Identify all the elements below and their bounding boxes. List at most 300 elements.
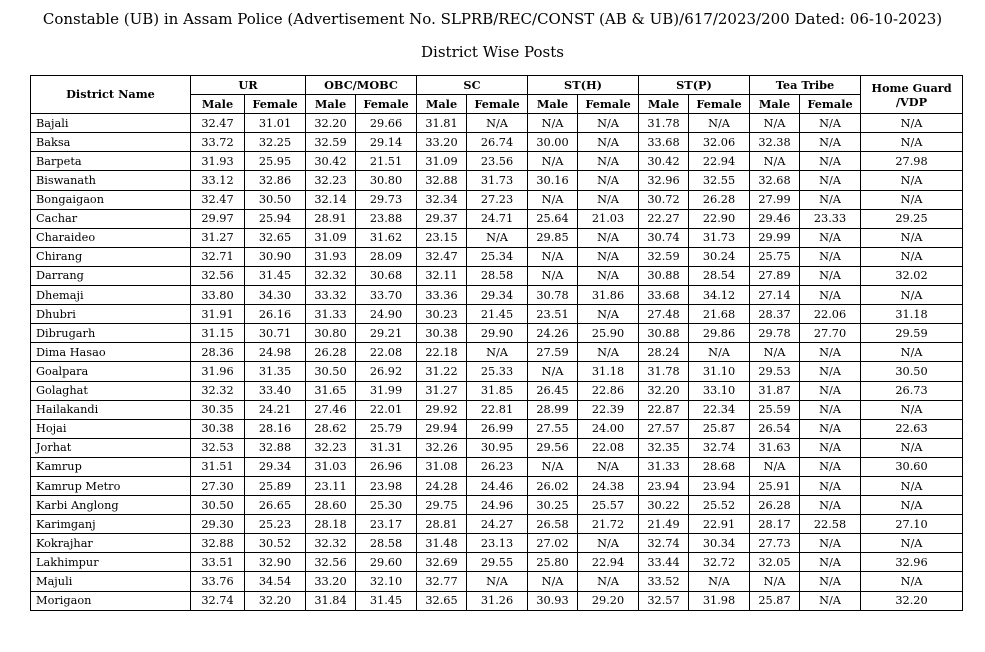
cutoff-cell: 27.14 bbox=[750, 286, 800, 305]
cutoff-cell: 27.73 bbox=[750, 534, 800, 553]
district-name-cell: Hailakandi bbox=[31, 400, 191, 419]
cutoff-cell: 33.72 bbox=[191, 133, 245, 152]
cutoff-cell: N/A bbox=[578, 190, 639, 209]
cutoff-cell: 31.09 bbox=[417, 152, 467, 171]
cutoff-cell: N/A bbox=[528, 152, 578, 171]
cutoff-cell: 28.18 bbox=[306, 515, 356, 534]
cutoff-cell: N/A bbox=[800, 381, 861, 400]
cutoff-cell: 31.33 bbox=[639, 457, 689, 476]
male-header: Male bbox=[639, 95, 689, 114]
table-row bbox=[31, 343, 963, 362]
cutoff-cell: 25.75 bbox=[750, 247, 800, 266]
cutoff-cell: 32.25 bbox=[245, 133, 306, 152]
cutoff-cell: 31.45 bbox=[356, 591, 417, 610]
district-name-cell: Cachar bbox=[31, 209, 191, 228]
cutoff-cell: N/A bbox=[800, 553, 861, 572]
district-name-cell: Jorhat bbox=[31, 438, 191, 457]
cutoff-cell: 33.12 bbox=[191, 171, 245, 190]
cutoff-cell: 28.91 bbox=[306, 209, 356, 228]
cutoff-cell: 22.39 bbox=[578, 400, 639, 419]
table-row bbox=[31, 305, 963, 324]
cutoff-cell: 31.51 bbox=[191, 457, 245, 476]
cutoff-cell: 24.90 bbox=[356, 305, 417, 324]
cutoff-cell: 26.99 bbox=[467, 419, 528, 438]
table-row bbox=[31, 286, 963, 305]
group-header-st-p: ST(P) bbox=[639, 76, 750, 95]
cutoff-cell: 30.22 bbox=[639, 496, 689, 515]
cutoff-cell: N/A bbox=[800, 400, 861, 419]
cutoff-cell: 34.54 bbox=[245, 572, 306, 591]
cutoff-cell: 31.96 bbox=[191, 362, 245, 381]
district-name-cell: Barpeta bbox=[31, 152, 191, 171]
cutoff-cell: 32.32 bbox=[306, 266, 356, 285]
cutoff-cell: N/A bbox=[800, 457, 861, 476]
female-header: Female bbox=[356, 95, 417, 114]
cutoff-cell: 32.90 bbox=[245, 553, 306, 572]
cutoff-cell: 27.23 bbox=[467, 190, 528, 209]
cutoff-cell: N/A bbox=[578, 152, 639, 171]
cutoff-cell: 21.68 bbox=[689, 305, 750, 324]
cutoff-cell: 25.30 bbox=[356, 496, 417, 515]
home-guard-cell: N/A bbox=[861, 171, 963, 190]
cutoff-cell: N/A bbox=[578, 114, 639, 133]
cutoff-cell: 28.37 bbox=[750, 305, 800, 324]
district-name-cell: Dhubri bbox=[31, 305, 191, 324]
cutoff-cell: 23.11 bbox=[306, 476, 356, 495]
district-name-cell: Charaideo bbox=[31, 228, 191, 247]
group-header-st-h: ST(H) bbox=[528, 76, 639, 95]
cutoff-cell: 23.88 bbox=[356, 209, 417, 228]
cutoff-cell: 33.68 bbox=[639, 286, 689, 305]
district-name-cell: Bajali bbox=[31, 114, 191, 133]
cutoff-cell: 24.71 bbox=[467, 209, 528, 228]
cutoff-cell: 30.88 bbox=[639, 324, 689, 343]
cutoff-cell: 32.38 bbox=[750, 133, 800, 152]
cutoff-cell: 25.23 bbox=[245, 515, 306, 534]
cutoff-cell: N/A bbox=[689, 572, 750, 591]
group-header-sc: SC bbox=[417, 76, 528, 95]
cutoff-cell: 32.53 bbox=[191, 438, 245, 457]
district-name-cell: Dibrugarh bbox=[31, 324, 191, 343]
cutoff-cell: 32.88 bbox=[417, 171, 467, 190]
cutoff-cell: 29.37 bbox=[417, 209, 467, 228]
cutoff-cell: 27.89 bbox=[750, 266, 800, 285]
home-guard-cell: 26.73 bbox=[861, 381, 963, 400]
home-guard-cell: 32.96 bbox=[861, 553, 963, 572]
home-guard-cell: N/A bbox=[861, 343, 963, 362]
cutoff-cell: 30.38 bbox=[417, 324, 467, 343]
cutoff-cell: N/A bbox=[467, 343, 528, 362]
cutoff-cell: N/A bbox=[800, 152, 861, 171]
cutoff-cell: 32.34 bbox=[417, 190, 467, 209]
cutoff-cell: 26.28 bbox=[306, 343, 356, 362]
cutoff-cell: 29.94 bbox=[417, 419, 467, 438]
cutoff-cell: 25.79 bbox=[356, 419, 417, 438]
cutoff-cell: 30.35 bbox=[191, 400, 245, 419]
cutoff-cell: 32.14 bbox=[306, 190, 356, 209]
cutoff-cell: 27.48 bbox=[639, 305, 689, 324]
cutoff-cell: 31.65 bbox=[306, 381, 356, 400]
cutoff-cell: 30.24 bbox=[689, 247, 750, 266]
cutoff-cell: N/A bbox=[528, 362, 578, 381]
cutoff-cell: 32.23 bbox=[306, 171, 356, 190]
cutoff-cell: 30.90 bbox=[245, 247, 306, 266]
cutoff-cell: 28.36 bbox=[191, 343, 245, 362]
cutoff-cell: 24.00 bbox=[578, 419, 639, 438]
cutoff-cell: 33.68 bbox=[639, 133, 689, 152]
cutoff-cell: 30.78 bbox=[528, 286, 578, 305]
home-guard-cell: N/A bbox=[861, 476, 963, 495]
cutoff-cell: 31.31 bbox=[356, 438, 417, 457]
male-header: Male bbox=[306, 95, 356, 114]
cutoff-cell: N/A bbox=[528, 247, 578, 266]
table-row bbox=[31, 515, 963, 534]
home-guard-cell: N/A bbox=[861, 228, 963, 247]
cutoff-cell: N/A bbox=[578, 572, 639, 591]
cutoff-cell: 29.66 bbox=[356, 114, 417, 133]
cutoff-cell: 23.17 bbox=[356, 515, 417, 534]
cutoff-cell: 22.90 bbox=[689, 209, 750, 228]
cutoff-cell: 32.47 bbox=[191, 114, 245, 133]
cutoff-cell: 33.44 bbox=[639, 553, 689, 572]
cutoff-cell: N/A bbox=[689, 114, 750, 133]
cutoff-cell: 29.46 bbox=[750, 209, 800, 228]
table-row bbox=[31, 400, 963, 419]
cutoff-cell: 31.09 bbox=[306, 228, 356, 247]
cutoff-cell: 31.27 bbox=[417, 381, 467, 400]
cutoff-cell: 23.51 bbox=[528, 305, 578, 324]
table-row bbox=[31, 266, 963, 285]
cutoff-cell: N/A bbox=[800, 343, 861, 362]
cutoff-cell: 22.86 bbox=[578, 381, 639, 400]
cutoff-cell: N/A bbox=[800, 362, 861, 381]
cutoff-cell: 26.96 bbox=[356, 457, 417, 476]
district-name-cell: Dhemaji bbox=[31, 286, 191, 305]
group-header-ur: UR bbox=[191, 76, 306, 95]
cutoff-cell: 22.27 bbox=[639, 209, 689, 228]
cutoff-cell: 24.38 bbox=[578, 476, 639, 495]
cutoff-cell: N/A bbox=[750, 572, 800, 591]
cutoff-cell: 21.72 bbox=[578, 515, 639, 534]
cutoff-cell: N/A bbox=[578, 171, 639, 190]
cutoff-cell: 33.32 bbox=[306, 286, 356, 305]
table-row bbox=[31, 190, 963, 209]
cutoff-cell: 29.21 bbox=[356, 324, 417, 343]
male-header: Male bbox=[417, 95, 467, 114]
cutoff-cell: 29.73 bbox=[356, 190, 417, 209]
cutoff-cell: 28.58 bbox=[467, 266, 528, 285]
cutoff-cell: 28.68 bbox=[689, 457, 750, 476]
cutoff-cell: 25.94 bbox=[245, 209, 306, 228]
home-guard-header-line1: Home Guard bbox=[871, 80, 952, 95]
cutoff-cell: 24.28 bbox=[417, 476, 467, 495]
cutoff-cell: 22.87 bbox=[639, 400, 689, 419]
cutoff-cell: 22.91 bbox=[689, 515, 750, 534]
cutoff-cell: 25.52 bbox=[689, 496, 750, 515]
cutoff-cell: 22.58 bbox=[800, 515, 861, 534]
cutoff-cell: 31.78 bbox=[639, 362, 689, 381]
cutoff-cell: 31.85 bbox=[467, 381, 528, 400]
district-name-cell: Karbi Anglong bbox=[31, 496, 191, 515]
cutoff-cell: 32.71 bbox=[191, 247, 245, 266]
table-row bbox=[31, 457, 963, 476]
female-header: Female bbox=[689, 95, 750, 114]
cutoff-cell: 21.03 bbox=[578, 209, 639, 228]
cutoff-cell: 21.51 bbox=[356, 152, 417, 171]
cutoff-cell: 31.98 bbox=[689, 591, 750, 610]
cutoff-cell: 30.25 bbox=[528, 496, 578, 515]
cutoff-cell: 32.06 bbox=[689, 133, 750, 152]
cutoff-cell: 32.32 bbox=[306, 534, 356, 553]
cutoff-cell: 31.93 bbox=[306, 247, 356, 266]
district-name-cell: Kokrajhar bbox=[31, 534, 191, 553]
cutoff-cell: 32.74 bbox=[689, 438, 750, 457]
cutoff-cell: 33.76 bbox=[191, 572, 245, 591]
cutoff-cell: 26.54 bbox=[750, 419, 800, 438]
table-header bbox=[31, 76, 963, 114]
cutoff-cell: 33.36 bbox=[417, 286, 467, 305]
cutoff-cell: N/A bbox=[800, 266, 861, 285]
cutoff-cell: 33.20 bbox=[417, 133, 467, 152]
home-guard-cell: N/A bbox=[861, 400, 963, 419]
cutoff-cell: 30.00 bbox=[528, 133, 578, 152]
district-name-cell: Hojai bbox=[31, 419, 191, 438]
cutoff-cell: 33.51 bbox=[191, 553, 245, 572]
cutoff-cell: 24.96 bbox=[467, 496, 528, 515]
cutoff-cell: N/A bbox=[467, 572, 528, 591]
table-row bbox=[31, 209, 963, 228]
cutoff-cell: N/A bbox=[800, 133, 861, 152]
cutoff-cell: 29.85 bbox=[528, 228, 578, 247]
cutoff-cell: 28.62 bbox=[306, 419, 356, 438]
table-row bbox=[31, 476, 963, 495]
cutoff-cell: 31.18 bbox=[578, 362, 639, 381]
home-guard-cell: 27.98 bbox=[861, 152, 963, 171]
cutoff-cell: 27.59 bbox=[528, 343, 578, 362]
cutoff-cell: 22.94 bbox=[689, 152, 750, 171]
cutoff-cell: 24.21 bbox=[245, 400, 306, 419]
document-title: Constable (UB) in Assam Police (Advertisement No. SLPRB/REC/CONST (AB & UB)/617/2023/200 Dated: 06-10-2023) bbox=[42, 10, 943, 28]
cutoff-cell: 33.20 bbox=[306, 572, 356, 591]
district-name-cell: Goalpara bbox=[31, 362, 191, 381]
cutoff-cell: 32.74 bbox=[639, 534, 689, 553]
cutoff-cell: 26.58 bbox=[528, 515, 578, 534]
cutoff-cell: 30.80 bbox=[306, 324, 356, 343]
home-guard-cell: 22.63 bbox=[861, 419, 963, 438]
cutoff-cell: 30.80 bbox=[356, 171, 417, 190]
cutoff-cell: 31.15 bbox=[191, 324, 245, 343]
cutoff-cell: N/A bbox=[528, 190, 578, 209]
cutoff-cell: 27.70 bbox=[800, 324, 861, 343]
cutoff-cell: 32.26 bbox=[417, 438, 467, 457]
cutoff-cell: 26.28 bbox=[689, 190, 750, 209]
home-guard-cell: 30.50 bbox=[861, 362, 963, 381]
table-row bbox=[31, 591, 963, 610]
district-name-cell: Biswanath bbox=[31, 171, 191, 190]
table-row bbox=[31, 228, 963, 247]
cutoff-cell: 31.84 bbox=[306, 591, 356, 610]
female-header: Female bbox=[578, 95, 639, 114]
cutoff-cell: 30.74 bbox=[639, 228, 689, 247]
cutoff-cell: 23.15 bbox=[417, 228, 467, 247]
cutoff-cell: 28.09 bbox=[356, 247, 417, 266]
cutoff-cell: 32.20 bbox=[306, 114, 356, 133]
cutoff-cell: 32.65 bbox=[417, 591, 467, 610]
cutoff-cell: 21.49 bbox=[639, 515, 689, 534]
cutoff-cell: 31.81 bbox=[417, 114, 467, 133]
cutoff-cell: 30.71 bbox=[245, 324, 306, 343]
cutoff-cell: 26.02 bbox=[528, 476, 578, 495]
cutoff-cell: 31.93 bbox=[191, 152, 245, 171]
cutoff-cell: 28.81 bbox=[417, 515, 467, 534]
cutoff-cell: N/A bbox=[578, 247, 639, 266]
cutoff-cell: 31.48 bbox=[417, 534, 467, 553]
cutoff-cell: 30.16 bbox=[528, 171, 578, 190]
home-guard-cell: N/A bbox=[861, 438, 963, 457]
cutoff-cell: N/A bbox=[800, 572, 861, 591]
cutoff-cell: 32.10 bbox=[356, 572, 417, 591]
cutoff-cell: 30.34 bbox=[689, 534, 750, 553]
cutoff-cell: 32.86 bbox=[245, 171, 306, 190]
cutoff-cell: N/A bbox=[800, 286, 861, 305]
district-name-cell: Morigaon bbox=[31, 591, 191, 610]
cutoff-cell: 33.40 bbox=[245, 381, 306, 400]
cutoff-cell: 29.55 bbox=[467, 553, 528, 572]
district-name-cell: Darrang bbox=[31, 266, 191, 285]
cutoff-cell: 31.26 bbox=[467, 591, 528, 610]
table-row bbox=[31, 438, 963, 457]
cutoff-cell: 24.26 bbox=[528, 324, 578, 343]
cutoff-cell: N/A bbox=[800, 534, 861, 553]
table-row bbox=[31, 114, 963, 133]
cutoff-cell: 32.77 bbox=[417, 572, 467, 591]
cutoff-cell: 22.06 bbox=[800, 305, 861, 324]
home-guard-cell: N/A bbox=[861, 190, 963, 209]
male-header: Male bbox=[750, 95, 800, 114]
cutoff-cell: 31.03 bbox=[306, 457, 356, 476]
cutoff-cell: 22.08 bbox=[578, 438, 639, 457]
cutoff-cell: N/A bbox=[578, 133, 639, 152]
cutoff-cell: 29.14 bbox=[356, 133, 417, 152]
cutoff-cell: N/A bbox=[689, 343, 750, 362]
cutoff-cell: 30.42 bbox=[306, 152, 356, 171]
cutoff-cell: N/A bbox=[528, 114, 578, 133]
cutoff-cell: N/A bbox=[750, 457, 800, 476]
cutoff-cell: 32.20 bbox=[245, 591, 306, 610]
cutoff-cell: 30.50 bbox=[306, 362, 356, 381]
cutoff-cell: 30.72 bbox=[639, 190, 689, 209]
cutoff-cell: 26.45 bbox=[528, 381, 578, 400]
cutoff-cell: 32.96 bbox=[639, 171, 689, 190]
cutoff-cell: 26.74 bbox=[467, 133, 528, 152]
cutoff-cell: 31.35 bbox=[245, 362, 306, 381]
male-header: Male bbox=[191, 95, 245, 114]
header-row-groups bbox=[31, 76, 963, 95]
cutoff-cell: 26.92 bbox=[356, 362, 417, 381]
cutoff-cell: 32.47 bbox=[191, 190, 245, 209]
cutoff-cell: 32.72 bbox=[689, 553, 750, 572]
cutoff-cell: 32.20 bbox=[639, 381, 689, 400]
district-name-cell: Bongaigaon bbox=[31, 190, 191, 209]
cutoff-cell: 25.33 bbox=[467, 362, 528, 381]
cutoff-cell: 30.93 bbox=[528, 591, 578, 610]
cutoff-cell: N/A bbox=[800, 496, 861, 515]
home-guard-cell: N/A bbox=[861, 496, 963, 515]
cutoff-cell: 29.34 bbox=[245, 457, 306, 476]
cutoff-cell: 30.68 bbox=[356, 266, 417, 285]
cutoff-cell: 32.23 bbox=[306, 438, 356, 457]
cutoff-cell: 21.45 bbox=[467, 305, 528, 324]
cutoff-cell: 32.65 bbox=[245, 228, 306, 247]
cutoff-cell: 34.30 bbox=[245, 286, 306, 305]
cutoff-cell: 28.99 bbox=[528, 400, 578, 419]
cutoff-cell: 32.56 bbox=[191, 266, 245, 285]
cutoff-cell: 29.99 bbox=[750, 228, 800, 247]
cutoff-cell: 25.87 bbox=[750, 591, 800, 610]
cutoff-cell: 30.95 bbox=[467, 438, 528, 457]
cutoff-cell: 31.91 bbox=[191, 305, 245, 324]
table-row bbox=[31, 572, 963, 591]
cutoff-cell: 28.60 bbox=[306, 496, 356, 515]
cutoff-cell: 29.20 bbox=[578, 591, 639, 610]
cutoff-cell: 29.56 bbox=[528, 438, 578, 457]
cutoff-cell: 27.02 bbox=[528, 534, 578, 553]
cutoff-cell: 32.35 bbox=[639, 438, 689, 457]
female-header: Female bbox=[467, 95, 528, 114]
district-name-cell: Karimganj bbox=[31, 515, 191, 534]
cutoff-cell: 26.16 bbox=[245, 305, 306, 324]
district-name-cell: Kamrup bbox=[31, 457, 191, 476]
cutoff-cell: N/A bbox=[578, 228, 639, 247]
cutoff-cell: 27.30 bbox=[191, 476, 245, 495]
cutoff-cell: 27.99 bbox=[750, 190, 800, 209]
cutoff-cell: 32.11 bbox=[417, 266, 467, 285]
cutoff-cell: 32.69 bbox=[417, 553, 467, 572]
home-guard-header bbox=[861, 76, 963, 114]
cutoff-cell: 30.42 bbox=[639, 152, 689, 171]
cutoff-cell: 25.57 bbox=[578, 496, 639, 515]
cutoff-cell: 31.27 bbox=[191, 228, 245, 247]
cutoff-cell: 32.59 bbox=[306, 133, 356, 152]
cutoff-cell: N/A bbox=[800, 247, 861, 266]
home-guard-cell: N/A bbox=[861, 114, 963, 133]
cutoff-cell: 29.97 bbox=[191, 209, 245, 228]
cutoff-cell: 28.24 bbox=[639, 343, 689, 362]
cutoff-cell: 29.86 bbox=[689, 324, 750, 343]
cutoff-cell: 29.92 bbox=[417, 400, 467, 419]
cutoff-cell: 31.73 bbox=[467, 171, 528, 190]
cutoff-cell: 32.57 bbox=[639, 591, 689, 610]
cutoff-cell: N/A bbox=[467, 114, 528, 133]
cutoff-cell: 31.73 bbox=[689, 228, 750, 247]
cutoff-cell: N/A bbox=[750, 152, 800, 171]
home-guard-cell: N/A bbox=[861, 534, 963, 553]
cutoff-cell: 27.57 bbox=[639, 419, 689, 438]
cutoff-cell: 31.78 bbox=[639, 114, 689, 133]
cutoff-cell: 23.56 bbox=[467, 152, 528, 171]
cutoff-cell: 31.63 bbox=[750, 438, 800, 457]
male-header: Male bbox=[528, 95, 578, 114]
cutoff-cell: 30.88 bbox=[639, 266, 689, 285]
table-row bbox=[31, 171, 963, 190]
cutoff-cell: 29.60 bbox=[356, 553, 417, 572]
group-header-obc-mobc: OBC/MOBC bbox=[306, 76, 417, 95]
table-row bbox=[31, 381, 963, 400]
cutoff-cell: N/A bbox=[800, 438, 861, 457]
cutoff-cell: 32.88 bbox=[191, 534, 245, 553]
cutoff-cell: 33.52 bbox=[639, 572, 689, 591]
cutoff-cell: 30.52 bbox=[245, 534, 306, 553]
